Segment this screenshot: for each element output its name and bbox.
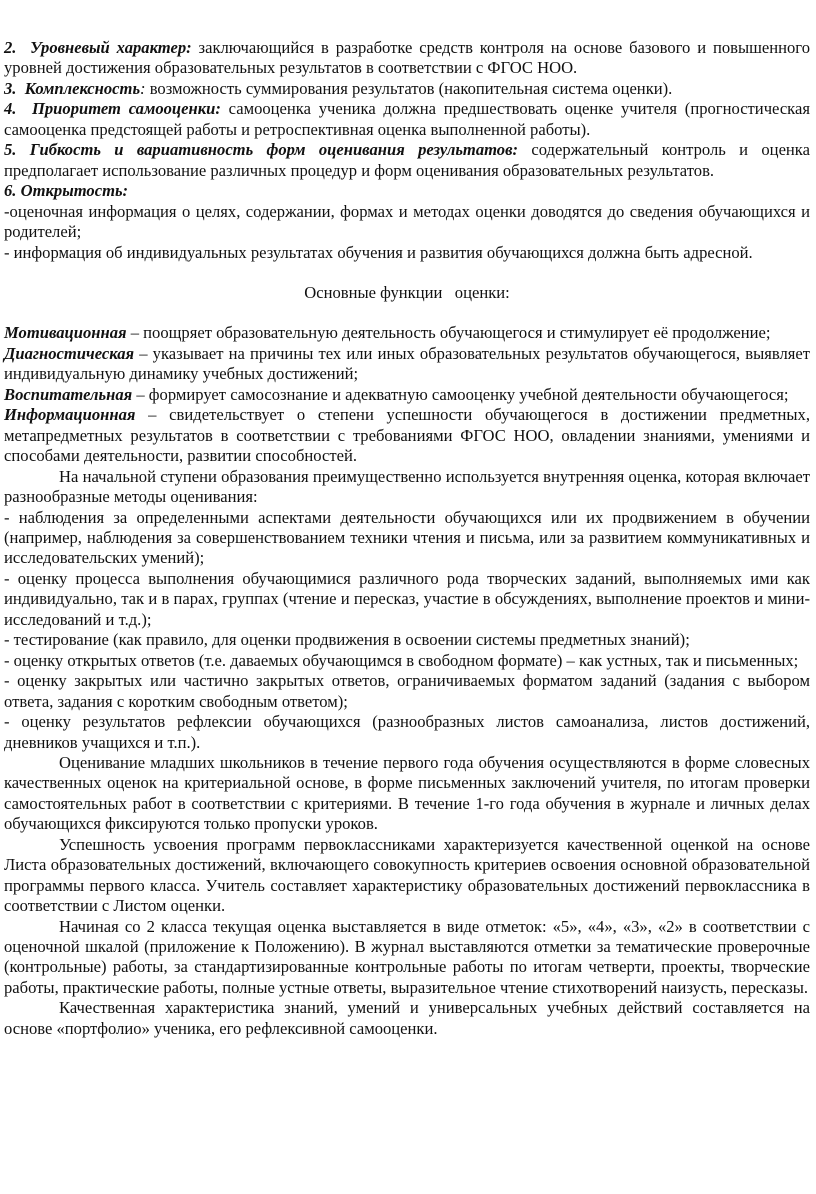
method-item: - оценку процесса выполнения обучающимися различного рода творческих заданий, выполняемых ими как индивидуально, так и в парах, группах (чтение и пересказ, участие в обсуждениях, выполнение проектов и мини-исследований и т.д.);: [4, 568, 810, 629]
principle-3: 3. Комплексность: возможность суммирования результатов (накопительная система оценки).: [4, 78, 673, 98]
function-informational: Информационная – свидетельствует о степени успешности обучающегося в достижении предметных, метапредметных результатов в соответствии с требованиями ФГОС НОО, овладении знаниями, умениями и способами деятельности, развитии способностей.: [4, 405, 810, 466]
paragraph-first-grade-success: Успешность усвоения программ первоклассниками характеризуется качественной оценкой на основе Листа образовательных достижений, включающего совокупность критериев освоения основной образовательной программы первого класса. Учитель составляет характеристику образовательных достижений первоклассника в соответствии с Листом оценки.: [4, 834, 810, 916]
principle-term: 3. Комплексность: [4, 78, 141, 98]
principle-5: [4, 140, 810, 181]
paragraph-first-year: Оценивание младших школьников в течение первого года обучения осуществляются в форме словесных качественных оценок на критериальной основе, в форме письменных заключений учителя, по итогам проверки самостоятельных работ в соответствии с критериями. В течение 1-го года обучения в журнале и личных делах обучающихся фиксируются только пропуски уроков.: [4, 752, 810, 834]
method-item: - оценку закрытых или частично закрытых ответов, ограничиваемых форматом заданий (задания с выбором ответа, задания с коротким свободным ответом);: [4, 671, 810, 711]
method-item: - тестирование (как правило, для оценки продвижения в освоении системы предметных знаний);: [4, 630, 690, 650]
principle-term: 2. Уровневый характер:: [4, 38, 192, 57]
principle-text: заключающийся в разработке средств контроля на основе базового и повышенного уровней достижения образовательных результатов в соответствии с ФГОС НОО.: [4, 38, 810, 78]
function-educational: Воспитательная – формирует самосознание и адекватную самооценку учебной деятельности обучающегося;: [4, 384, 789, 404]
principle-text: возможность суммирования результатов (накопительная система оценки).: [145, 78, 673, 98]
method-item: - наблюдения за определенными аспектами деятельности обучающихся или их продвижением в обучении (например, наблюдения за совершенствованием техники чтения и письма, или за развитием коммуникативных и исследовательских умений);: [4, 507, 810, 568]
openness-item-2: - информация об индивидуальных результатах обучения и развития обучающихся должна быть адресной.: [4, 242, 753, 262]
principle-text: самооценка ученика должна предшествовать оценке учителя (прогностическая самооценка предстоящей работы и ретроспективная оценка выполненной работы).: [4, 99, 810, 139]
principle-2: [4, 38, 810, 79]
principle-text: содержательный контроль и оценка предполагает использование различных процедур и форм оценивания образовательных результатов.: [4, 140, 810, 180]
function-motivational: Мотивационная – поощряет образовательную деятельность обучающегося и стимулирует её продолжение;: [4, 323, 771, 343]
paragraph-portfolio: Качественная характеристика знаний, умений и универсальных учебных действий составляется на основе «портфолио» ученика, его рефлексивной самооценки.: [4, 998, 810, 1038]
principle-term: 5. Гибкость и вариативность форм оценивания результатов:: [4, 140, 519, 160]
principle-6: [4, 181, 810, 201]
principle-term: 4. Приоритет самооценки:: [4, 99, 221, 119]
principle-term: 6. Открытость:: [4, 181, 129, 201]
openness-item-1: -оценочная информация о целях, содержании, формах и методах оценки доводятся до сведения обучающихся и родителей;: [4, 201, 810, 242]
method-item: - оценку результатов рефлексии обучающихся (разнообразных листов самоанализа, листов достижений, дневников учащихся и т.п.).: [4, 712, 810, 752]
method-item: - оценку открытых ответов (т.е. даваемых обучающимся в свободном формате) – как устных, так и письменных;: [4, 650, 799, 670]
function-diagnostic: Диагностическая – указывает на причины тех или иных образовательных результатов обучающегося, выявляет индивидуальную динамику учебных достижений;: [4, 343, 810, 384]
functions-title: Основные функции оценки:: [304, 282, 510, 302]
paragraph-grade-two-marks: Начиная со 2 класса текущая оценка выставляется в виде отметок: «5», «4», «3», «2» в соответствии с оценочной шкалой (приложение к Положению). В журнал выставляются отметки за тематические проверочные (контрольные) работы, за стандартизированные контрольные работы по итогам четверти, проекты, творческие работы, практические работы, полные устные ответы, выразительное чтение стихотворений наизусть, пересказы.: [4, 916, 810, 997]
internal-assessment-intro: На начальной ступени образования преимущественно используется внутренняя оценка, которая включает разнообразные методы оценивания:: [4, 466, 810, 507]
principle-4: [4, 99, 810, 140]
